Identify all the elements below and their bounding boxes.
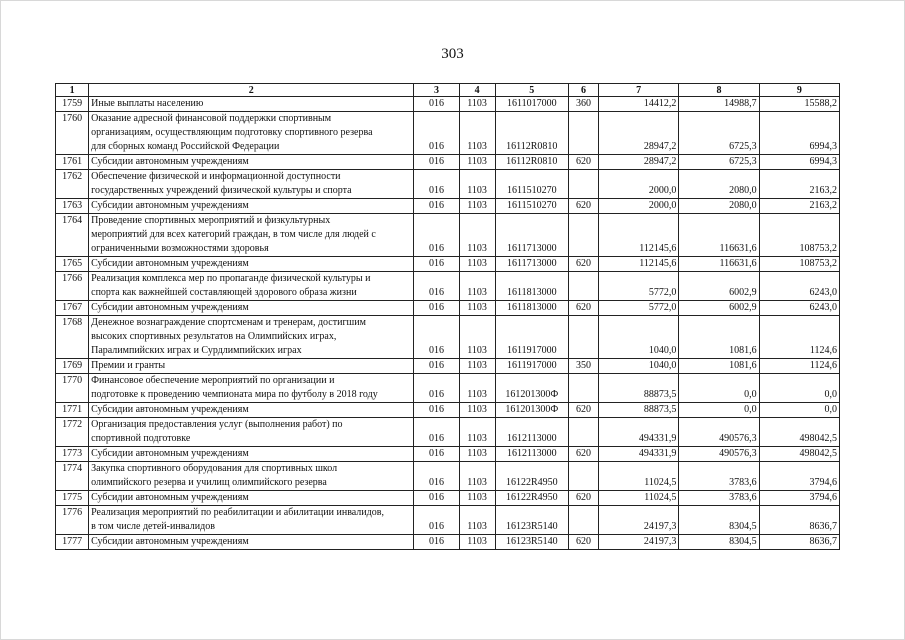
section-code-cell: 1103 <box>459 112 495 155</box>
row-name-line: Субсидии автономным учреждениям <box>91 536 249 547</box>
expense-type-cell: 620 <box>568 491 598 506</box>
section-code-cell: 1103 <box>459 403 495 418</box>
amount-col8-cell: 6002,9 <box>679 272 759 301</box>
row-name-line: олимпийского резерва и училищ олимпийского резерва <box>91 477 327 488</box>
amount-col7-cell: 5772,0 <box>599 301 679 316</box>
amount-col8-cell: 1081,6 <box>679 316 759 359</box>
ministry-code-cell: 016 <box>414 447 459 462</box>
ministry-code-cell: 016 <box>414 170 459 199</box>
header-cell: 7 <box>599 84 679 97</box>
amount-col9-cell: 498042,5 <box>759 418 839 447</box>
target-article-cell: 161201300Ф <box>495 374 568 403</box>
section-code-cell: 1103 <box>459 214 495 257</box>
row-name-cell <box>89 462 414 491</box>
row-number-cell: 1761 <box>56 155 89 170</box>
section-code-cell: 1103 <box>459 535 495 550</box>
row-name-line: Субсидии автономным учреждениям <box>91 156 249 167</box>
row-name-line: мероприятий для всех категорий граждан, в том числе для людей с <box>91 229 376 240</box>
row-name-cell <box>89 272 414 301</box>
target-article-cell: 16112R0810 <box>495 112 568 155</box>
amount-col7-cell: 494331,9 <box>599 447 679 462</box>
header-cell: 5 <box>495 84 568 97</box>
row-name-line: Субсидии автономным учреждениям <box>91 404 249 415</box>
header-cell: 9 <box>759 84 839 97</box>
amount-col9-cell: 0,0 <box>759 374 839 403</box>
row-name-line: Субсидии автономным учреждениям <box>91 200 249 211</box>
row-name-cell <box>89 374 414 403</box>
row-number-cell: 1762 <box>56 170 89 199</box>
amount-col9-cell: 8636,7 <box>759 535 839 550</box>
row-name-cell <box>89 491 414 506</box>
amount-col8-cell: 14988,7 <box>679 97 759 112</box>
row-number-cell: 1767 <box>56 301 89 316</box>
row-name-line: подготовке к проведению чемпионата мира по футболу в 2018 году <box>91 389 378 400</box>
ministry-code-cell: 016 <box>414 257 459 272</box>
section-code-cell: 1103 <box>459 257 495 272</box>
section-code-cell: 1103 <box>459 359 495 374</box>
header-cell: 6 <box>568 84 598 97</box>
table-row <box>56 272 840 301</box>
amount-col8-cell: 2080,0 <box>679 170 759 199</box>
expense-type-cell <box>568 418 598 447</box>
row-name-line: Субсидии автономным учреждениям <box>91 258 249 269</box>
ministry-code-cell: 016 <box>414 199 459 214</box>
expense-type-cell <box>568 272 598 301</box>
section-code-cell: 1103 <box>459 418 495 447</box>
amount-col8-cell: 116631,6 <box>679 257 759 272</box>
amount-col8-cell: 3783,6 <box>679 462 759 491</box>
table-row <box>56 112 840 155</box>
ministry-code-cell: 016 <box>414 535 459 550</box>
table-row <box>56 506 840 535</box>
expense-type-cell: 620 <box>568 257 598 272</box>
target-article-cell: 1612113000 <box>495 418 568 447</box>
row-name-line: Иные выплаты населению <box>91 98 204 109</box>
amount-col9-cell: 108753,2 <box>759 257 839 272</box>
row-name-cell <box>89 214 414 257</box>
target-article-cell: 1611510270 <box>495 170 568 199</box>
row-number-cell: 1760 <box>56 112 89 155</box>
ministry-code-cell: 016 <box>414 418 459 447</box>
ministry-code-cell: 016 <box>414 374 459 403</box>
row-name-cell <box>89 112 414 155</box>
amount-col8-cell: 0,0 <box>679 374 759 403</box>
header-cell: 4 <box>459 84 495 97</box>
expense-type-cell: 360 <box>568 97 598 112</box>
row-number-cell: 1764 <box>56 214 89 257</box>
row-name-line: Премии и гранты <box>91 360 166 371</box>
section-code-cell: 1103 <box>459 447 495 462</box>
table-row <box>56 403 840 418</box>
amount-col9-cell: 6994,3 <box>759 155 839 170</box>
amount-col8-cell: 2080,0 <box>679 199 759 214</box>
row-name-cell <box>89 199 414 214</box>
row-name-line: для сборных команд Российской Федерации <box>91 141 280 152</box>
amount-col9-cell: 3794,6 <box>759 491 839 506</box>
amount-col7-cell: 5772,0 <box>599 272 679 301</box>
target-article-cell: 1611713000 <box>495 214 568 257</box>
amount-col8-cell: 490576,3 <box>679 447 759 462</box>
table-row <box>56 316 840 359</box>
row-name-line: Финансовое обеспечение мероприятий по организации и <box>91 375 335 386</box>
amount-col8-cell: 1081,6 <box>679 359 759 374</box>
row-name-line: Организация предоставления услуг (выполнения работ) по <box>91 419 343 430</box>
section-code-cell: 1103 <box>459 170 495 199</box>
amount-col8-cell: 8304,5 <box>679 535 759 550</box>
table-row <box>56 418 840 447</box>
section-code-cell: 1103 <box>459 97 495 112</box>
row-name-line: Оказание адресной финансовой поддержки спортивным <box>91 113 332 124</box>
row-name-line: государственных учреждений физической культуры и спорта <box>91 185 352 196</box>
table-row <box>56 359 840 374</box>
target-article-cell: 16122R4950 <box>495 491 568 506</box>
section-code-cell: 1103 <box>459 506 495 535</box>
amount-col9-cell: 2163,2 <box>759 199 839 214</box>
row-number-cell: 1773 <box>56 447 89 462</box>
budget-table <box>55 83 840 550</box>
expense-type-cell: 350 <box>568 359 598 374</box>
row-name-cell <box>89 155 414 170</box>
row-number-cell: 1776 <box>56 506 89 535</box>
amount-col9-cell: 498042,5 <box>759 447 839 462</box>
row-number-cell: 1769 <box>56 359 89 374</box>
table-row <box>56 257 840 272</box>
target-article-cell: 1611510270 <box>495 199 568 214</box>
table-row <box>56 535 840 550</box>
table-row <box>56 97 840 112</box>
expense-type-cell <box>568 506 598 535</box>
row-number-cell: 1768 <box>56 316 89 359</box>
target-article-cell: 1611917000 <box>495 316 568 359</box>
expense-type-cell: 620 <box>568 403 598 418</box>
row-name-line: Реализация комплекса мер по пропаганде физической культуры и <box>91 273 371 284</box>
header-row <box>56 84 840 97</box>
amount-col8-cell: 8304,5 <box>679 506 759 535</box>
amount-col7-cell: 11024,5 <box>599 462 679 491</box>
ministry-code-cell: 016 <box>414 214 459 257</box>
row-name-cell <box>89 506 414 535</box>
expense-type-cell <box>568 112 598 155</box>
amount-col9-cell: 1124,6 <box>759 359 839 374</box>
row-number-cell: 1777 <box>56 535 89 550</box>
amount-col8-cell: 116631,6 <box>679 214 759 257</box>
row-number-cell: 1772 <box>56 418 89 447</box>
table-row <box>56 155 840 170</box>
amount-col9-cell: 108753,2 <box>759 214 839 257</box>
row-name-line: Закупка спортивного оборудования для спортивных школ <box>91 463 338 474</box>
amount-col7-cell: 24197,3 <box>599 506 679 535</box>
section-code-cell: 1103 <box>459 462 495 491</box>
amount-col7-cell: 2000,0 <box>599 170 679 199</box>
ministry-code-cell: 016 <box>414 491 459 506</box>
amount-col9-cell: 2163,2 <box>759 170 839 199</box>
expense-type-cell: 620 <box>568 447 598 462</box>
amount-col9-cell: 6243,0 <box>759 301 839 316</box>
row-name-line: Денежное вознаграждение спортсменам и тренерам, достигшим <box>91 317 366 328</box>
header-cell: 3 <box>414 84 459 97</box>
row-name-cell <box>89 170 414 199</box>
header-cell: 2 <box>89 84 414 97</box>
target-article-cell: 1611813000 <box>495 301 568 316</box>
amount-col8-cell: 3783,6 <box>679 491 759 506</box>
section-code-cell: 1103 <box>459 301 495 316</box>
target-article-cell: 16122R4950 <box>495 462 568 491</box>
row-name-cell <box>89 97 414 112</box>
expense-type-cell: 620 <box>568 155 598 170</box>
ministry-code-cell: 016 <box>414 301 459 316</box>
row-name-line: спортивной подготовке <box>91 433 191 444</box>
expense-type-cell: 620 <box>568 199 598 214</box>
ministry-code-cell: 016 <box>414 112 459 155</box>
target-article-cell: 16123R5140 <box>495 506 568 535</box>
row-name-cell <box>89 257 414 272</box>
row-name-line: Проведение спортивных мероприятий и физкультурных <box>91 215 331 226</box>
target-article-cell: 1611813000 <box>495 272 568 301</box>
row-name-line: организациям, осуществляющим подготовку спортивного резерва <box>91 127 373 138</box>
row-number-cell: 1763 <box>56 199 89 214</box>
expense-type-cell <box>568 316 598 359</box>
header-cell: 1 <box>56 84 89 97</box>
row-name-cell <box>89 418 414 447</box>
amount-col7-cell: 88873,5 <box>599 403 679 418</box>
amount-col8-cell: 6725,3 <box>679 155 759 170</box>
amount-col7-cell: 11024,5 <box>599 491 679 506</box>
row-name-line: Обеспечение физической и информационной доступности <box>91 171 341 182</box>
amount-col7-cell: 88873,5 <box>599 374 679 403</box>
amount-col8-cell: 6002,9 <box>679 301 759 316</box>
section-code-cell: 1103 <box>459 316 495 359</box>
row-number-cell: 1759 <box>56 97 89 112</box>
section-code-cell: 1103 <box>459 491 495 506</box>
target-article-cell: 161201300Ф <box>495 403 568 418</box>
expense-type-cell <box>568 462 598 491</box>
header-cell: 8 <box>679 84 759 97</box>
table-row <box>56 170 840 199</box>
table-row <box>56 374 840 403</box>
amount-col7-cell: 112145,6 <box>599 257 679 272</box>
amount-col7-cell: 2000,0 <box>599 199 679 214</box>
row-name-line: Субсидии автономным учреждениям <box>91 302 249 313</box>
table-row <box>56 447 840 462</box>
row-name-cell <box>89 447 414 462</box>
ministry-code-cell: 016 <box>414 97 459 112</box>
ministry-code-cell: 016 <box>414 506 459 535</box>
row-name-line: Субсидии автономным учреждениям <box>91 492 249 503</box>
amount-col8-cell: 490576,3 <box>679 418 759 447</box>
amount-col7-cell: 24197,3 <box>599 535 679 550</box>
ministry-code-cell: 016 <box>414 403 459 418</box>
section-code-cell: 1103 <box>459 272 495 301</box>
row-number-cell: 1775 <box>56 491 89 506</box>
ministry-code-cell: 016 <box>414 359 459 374</box>
amount-col7-cell: 494331,9 <box>599 418 679 447</box>
target-article-cell: 1611917000 <box>495 359 568 374</box>
target-article-cell: 1612113000 <box>495 447 568 462</box>
row-name-cell <box>89 403 414 418</box>
amount-col7-cell: 14412,2 <box>599 97 679 112</box>
table-row <box>56 491 840 506</box>
amount-col8-cell: 0,0 <box>679 403 759 418</box>
ministry-code-cell: 016 <box>414 316 459 359</box>
row-number-cell: 1765 <box>56 257 89 272</box>
amount-col7-cell: 28947,2 <box>599 155 679 170</box>
row-name-cell <box>89 316 414 359</box>
amount-col7-cell: 1040,0 <box>599 316 679 359</box>
row-name-cell <box>89 301 414 316</box>
amount-col9-cell: 8636,7 <box>759 506 839 535</box>
table-row <box>56 214 840 257</box>
row-name-line: ограниченными возможностями здоровья <box>91 243 269 254</box>
amount-col9-cell: 6243,0 <box>759 272 839 301</box>
section-code-cell: 1103 <box>459 155 495 170</box>
row-number-cell: 1766 <box>56 272 89 301</box>
row-name-line: высоких спортивных результатов на Олимпийских играх, <box>91 331 337 342</box>
expense-type-cell <box>568 374 598 403</box>
ministry-code-cell: 016 <box>414 272 459 301</box>
amount-col9-cell: 1124,6 <box>759 316 839 359</box>
row-name-line: Паралимпийских играх и Сурдлимпийских играх <box>91 345 302 356</box>
expense-type-cell: 620 <box>568 301 598 316</box>
table-row <box>56 462 840 491</box>
table-row <box>56 199 840 214</box>
expense-type-cell: 620 <box>568 535 598 550</box>
section-code-cell: 1103 <box>459 374 495 403</box>
target-article-cell: 1611713000 <box>495 257 568 272</box>
target-article-cell: 1611017000 <box>495 97 568 112</box>
amount-col9-cell: 6994,3 <box>759 112 839 155</box>
target-article-cell: 16112R0810 <box>495 155 568 170</box>
expense-type-cell <box>568 170 598 199</box>
row-name-line: Реализация мероприятий по реабилитации и абилитации инвалидов, <box>91 507 384 518</box>
amount-col8-cell: 6725,3 <box>679 112 759 155</box>
row-number-cell: 1771 <box>56 403 89 418</box>
row-number-cell: 1774 <box>56 462 89 491</box>
row-name-cell <box>89 535 414 550</box>
expense-type-cell <box>568 214 598 257</box>
row-name-cell <box>89 359 414 374</box>
section-code-cell: 1103 <box>459 199 495 214</box>
row-name-line: спорта как важнейшей составляющей здорового образа жизни <box>91 287 357 298</box>
amount-col7-cell: 1040,0 <box>599 359 679 374</box>
amount-col9-cell: 0,0 <box>759 403 839 418</box>
amount-col7-cell: 28947,2 <box>599 112 679 155</box>
amount-col9-cell: 3794,6 <box>759 462 839 491</box>
page-number: 303 <box>441 46 464 62</box>
row-name-line: в том числе детей-инвалидов <box>91 521 215 532</box>
target-article-cell: 16123R5140 <box>495 535 568 550</box>
ministry-code-cell: 016 <box>414 155 459 170</box>
row-number-cell: 1770 <box>56 374 89 403</box>
table-body <box>56 97 840 550</box>
amount-col9-cell: 15588,2 <box>759 97 839 112</box>
row-name-line: Субсидии автономным учреждениям <box>91 448 249 459</box>
table-row <box>56 301 840 316</box>
amount-col7-cell: 112145,6 <box>599 214 679 257</box>
ministry-code-cell: 016 <box>414 462 459 491</box>
